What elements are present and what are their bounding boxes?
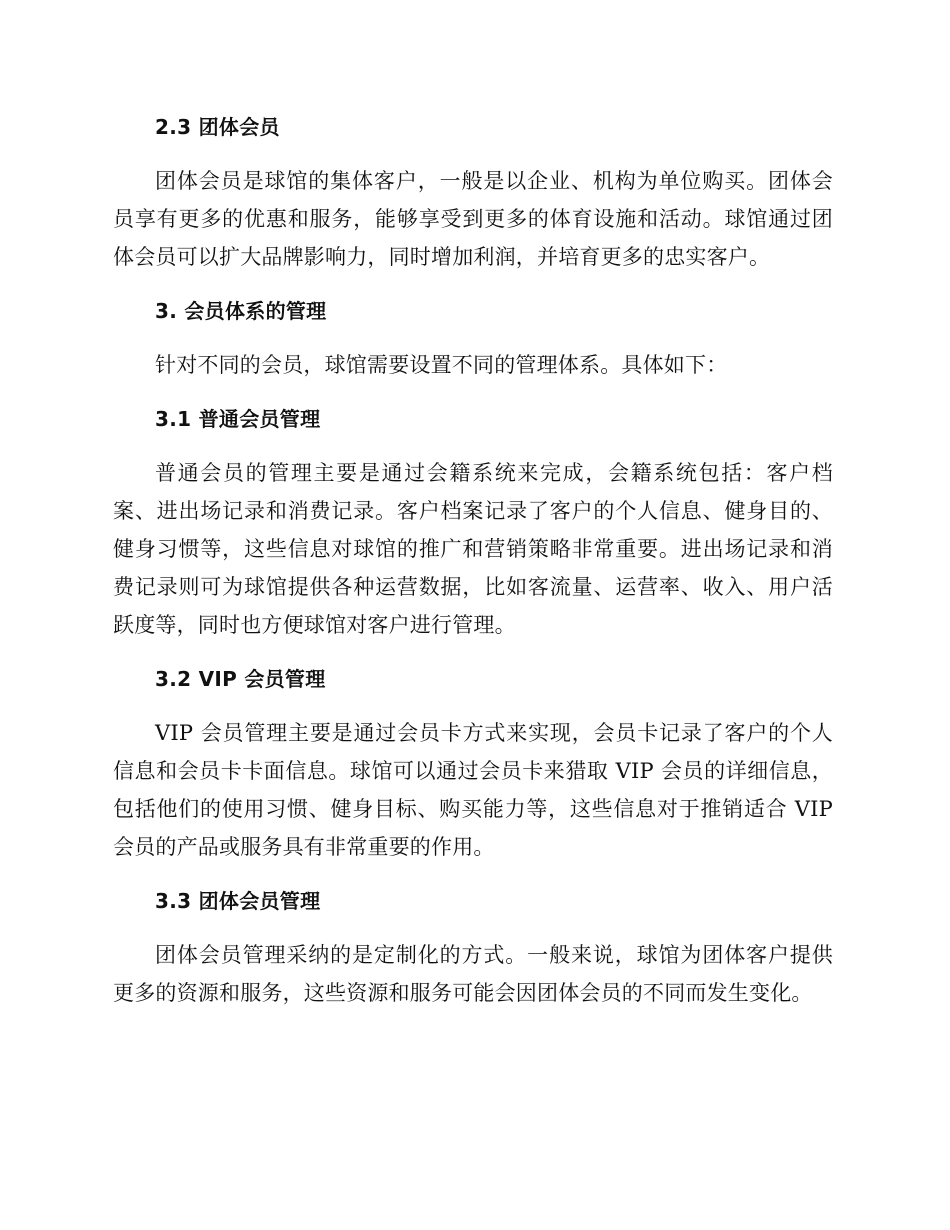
section-paragraph-3-3: 团体会员管理采纳的是定制化的方式。一般来说，球馆为团体客户提供更多的资源和服务，这些资源和服务可能会因团体会员的不同而发生变化。	[113, 943, 833, 1005]
section-heading-3-2: 3.2 VIP 会员管理	[155, 667, 326, 691]
section-paragraph-3-2: VIP 会员管理主要是通过会员卡方式来实现，会员卡记录了客户的个人信息和会员卡卡面信息。球馆可以通过会员卡来猎取 VIP 会员的详细信息，包括他们的使用习惯、健身目标、购买能力等，这些信息对于推销适合 VIP 会员的产品或服务具有非常重要的作用。	[113, 721, 833, 859]
section-heading-2-3: 2.3 团体会员	[155, 115, 280, 139]
document-body	[113, 108, 833, 1028]
section-heading-3-3: 3.3 团体会员管理	[155, 889, 321, 913]
section-heading-3-1: 3.1 普通会员管理	[155, 407, 321, 431]
section-paragraph-3: 针对不同的会员，球馆需要设置不同的管理体系。具体如下：	[155, 353, 728, 377]
section-paragraph-3-1: 普通会员的管理主要是通过会籍系统来完成，会籍系统包括：客户档案、进出场记录和消费记录。客户档案记录了客户的个人信息、健身目的、健身习惯等，这些信息对球馆的推广和营销策略非常重要。进出场记录和消费记录则可为球馆提供各种运营数据，比如客流量、运营率、收入、用户活跃度等，同时也方便球馆对客户进行管理。	[113, 461, 833, 637]
section-heading-3: 3. 会员体系的管理	[155, 299, 327, 323]
section-paragraph-2-3: 团体会员是球馆的集体客户，一般是以企业、机构为单位购买。团体会员享有更多的优惠和服务，能够享受到更多的体育设施和活动。球馆通过团体会员可以扩大品牌影响力，同时增加利润，并培育更多的忠实客户。	[113, 169, 833, 269]
